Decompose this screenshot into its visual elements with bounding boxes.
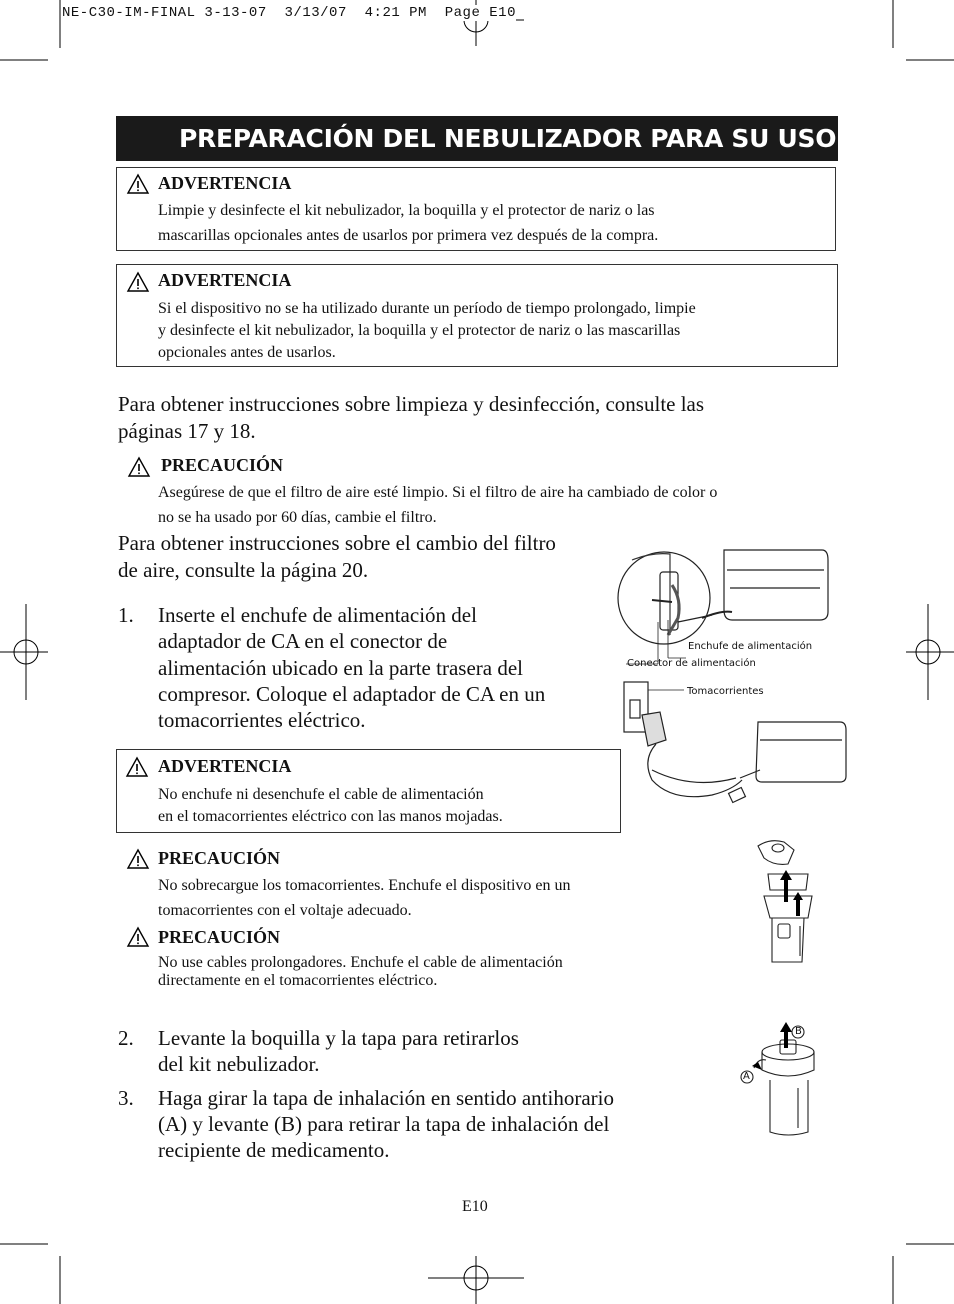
- warning-2-line-3: opcionales antes de usarlos.: [158, 344, 336, 361]
- warning-triangle-icon: [128, 457, 150, 477]
- step-1-line-2: adaptador de CA en el conector de: [158, 629, 448, 653]
- intro-line-2: páginas 17 y 18.: [118, 419, 256, 443]
- nebulizer-kit-figure: [750, 836, 820, 966]
- warning-3-line-1: No enchufe ni desenchufe el cable de alimentación: [158, 786, 484, 803]
- step-1-line-4: compresor. Coloque el adaptador de CA en un: [158, 682, 546, 706]
- warning-triangle-icon: [126, 757, 148, 777]
- filter-ref-line-2: de aire, consulte la página 20.: [118, 558, 369, 582]
- filter-ref-line-1: Para obtener instrucciones sobre el cambio del filtro: [118, 531, 556, 555]
- print-slug: NE-C30-IM-FINAL 3-13-07 3/13/07 4:21 PM Page E10: [62, 5, 516, 21]
- warning-triangle-icon: [127, 272, 149, 292]
- caution-2-line-2: tomacorrientes con el voltaje adecuado.: [158, 902, 412, 919]
- warning-1-line-2: mascarillas opcionales antes de usarlos por primera vez después de la compra.: [158, 227, 659, 244]
- step-1-line-5: tomacorrientes eléctrico.: [158, 708, 366, 732]
- label-power-connector: Conector de alimentación: [627, 658, 756, 669]
- warning-3-line-2: en el tomacorrientes eléctrico con las manos mojadas.: [158, 808, 503, 825]
- page-title: PREPARACIÓN DEL NEBULIZADOR PARA SU USO: [116, 116, 838, 161]
- warning-2-heading: ADVERTENCIA: [158, 270, 292, 290]
- caution-3-heading: PRECAUCIÓN: [158, 927, 281, 947]
- label-a: A: [743, 1071, 750, 1082]
- compressor-connection-figure: [612, 540, 852, 810]
- caution-1-line-1: Asegúrese de que el filtro de aire esté limpio. Si el filtro de aire ha cambiado de color o: [158, 484, 718, 501]
- warning-triangle-icon: [127, 174, 149, 194]
- intro-line-1: Para obtener instrucciones sobre limpieza y desinfección, consulte las: [118, 392, 705, 416]
- warning-1-heading: ADVERTENCIA: [158, 173, 292, 193]
- step-2-number: 2.: [118, 1026, 134, 1050]
- caution-2-line-1: No sobrecargue los tomacorrientes. Enchufe el dispositivo en un: [158, 877, 571, 894]
- warning-triangle-icon: [127, 927, 149, 947]
- caution-3-line-1: No use cables prolongadores. Enchufe el cable de alimentación: [158, 954, 563, 971]
- warning-2-line-1: Si el dispositivo no se ha utilizado durante un período de tiempo prolongado, limpie: [158, 300, 696, 317]
- step-3-number: 3.: [118, 1086, 134, 1110]
- warning-3-heading: ADVERTENCIA: [158, 756, 292, 776]
- label-outlet: Tomacorrientes: [687, 686, 764, 697]
- page-number: E10: [462, 1198, 488, 1215]
- warning-2-line-2: y desinfecte el kit nebulizador, la boquilla y el protector de nariz o las mascarillas: [158, 322, 681, 339]
- label-b: B: [795, 1026, 802, 1037]
- step-3-line-1: Haga girar la tapa de inhalación en sentido antihorario: [158, 1086, 614, 1110]
- caution-3-line-2: directamente en el tomacorrientes eléctrico.: [158, 972, 438, 989]
- caution-1-heading: PRECAUCIÓN: [161, 455, 284, 475]
- step-1-number: 1.: [118, 603, 134, 627]
- caution-2-heading: PRECAUCIÓN: [158, 848, 281, 868]
- warning-1-line-1: Limpie y desinfecte el kit nebulizador, la boquilla y el protector de nariz o las: [158, 202, 655, 219]
- step-3-line-3: recipiente de medicamento.: [158, 1138, 390, 1162]
- step-2-line-2: del kit nebulizador.: [158, 1052, 320, 1076]
- caution-1-line-2: no se ha usado por 60 días, cambie el filtro.: [158, 509, 437, 526]
- label-power-plug: Enchufe de alimentación: [688, 641, 813, 652]
- warning-triangle-icon: [127, 849, 149, 869]
- step-1-line-1: Inserte el enchufe de alimentación del: [158, 603, 477, 627]
- step-2-line-1: Levante la boquilla y la tapa para retirarlos: [158, 1026, 519, 1050]
- step-3-line-2: (A) y levante (B) para retirar la tapa de inhalación del: [158, 1112, 610, 1136]
- step-1-line-3: alimentación ubicado en la parte trasera del: [158, 656, 523, 680]
